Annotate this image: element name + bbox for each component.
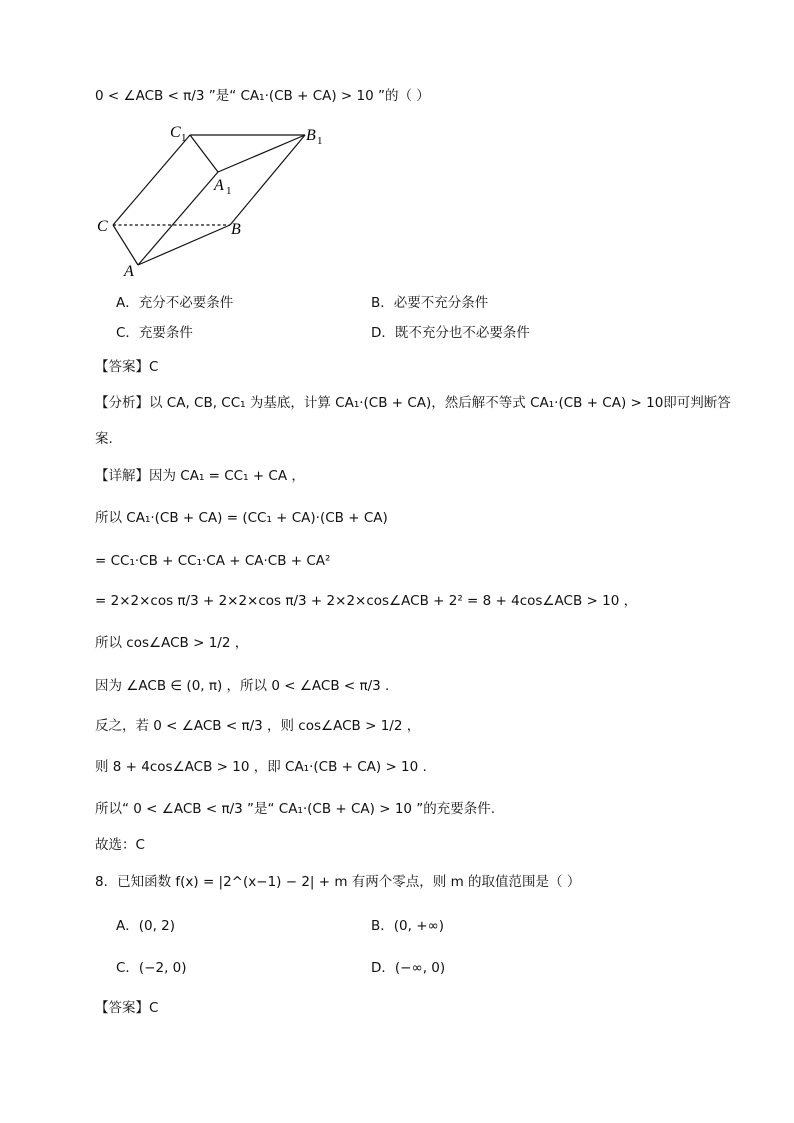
detail-line-7: 反之，若 0 < ∠ACB < π/3 ，则 cos∠ACB > 1/2 ，	[95, 718, 421, 734]
detail-line-10: 故选：C	[95, 837, 145, 853]
detail-line-6: 因为 ∠ACB ∈ (0, π) ，所以 0 < ∠ACB < π/3 .	[95, 678, 390, 694]
q7-analysis-cont: 案.	[95, 431, 113, 447]
q8-option-b[interactable]: B．(0, +∞)	[371, 918, 445, 934]
q7-analysis: 【分析】以 CA, CB, CC₁ 为基底，计算 CA₁·(CB + CA)，然后解不等式 CA₁·(CB + CA) > 10即可判断答	[95, 395, 731, 411]
detail-line-5: 所以 cos∠ACB > 1/2 ，	[95, 635, 249, 651]
label-C1-sub: 1	[181, 132, 187, 144]
q7-option-d[interactable]: D．既不充分也不必要条件	[371, 325, 530, 341]
label-C: C	[97, 218, 108, 235]
label-B1: B	[306, 127, 316, 144]
detail-line-3: = CC₁·CB + CC₁·CA + CA·CB + CA²	[95, 553, 331, 569]
label-A: A	[124, 263, 134, 280]
q8-option-c[interactable]: C．(−2, 0)	[116, 960, 187, 976]
detail-line-4: = 2×2×cos π/3 + 2×2×cos π/3 + 2×2×cos∠ACB + 2² = 8 + 4cos∠ACB > 10 ，	[95, 593, 638, 609]
q7-option-c[interactable]: C．充要条件	[116, 325, 193, 341]
label-C1: C	[170, 124, 181, 141]
q8-stem: 8．已知函数 f(x) = |2^(x−1) − 2| + m 有两个零点，则 m 的取值范围是（ ）	[95, 874, 581, 890]
q7-option-a[interactable]: A．充分不必要条件	[116, 295, 234, 311]
q7-option-b[interactable]: B．必要不充分条件	[371, 295, 489, 311]
q8-option-a[interactable]: A．(0, 2)	[116, 918, 176, 934]
label-A1-sub: 1	[226, 185, 232, 197]
detail-line-1: 【详解】因为 CA₁ = CC₁ + CA ，	[95, 468, 305, 484]
label-B: B	[231, 221, 241, 238]
q7-stem: 0 < ∠ACB < π/3 ”是“ CA₁·(CB + CA) > 10 ”的（ ）	[95, 88, 430, 104]
q8-option-d[interactable]: D．(−∞, 0)	[371, 960, 446, 976]
label-B1-sub: 1	[317, 135, 323, 147]
q7-answer: 【答案】C	[95, 359, 159, 375]
detail-line-2: 所以 CA₁·(CB + CA) = (CC₁ + CA)·(CB + CA)	[95, 510, 388, 526]
label-A1: A	[214, 177, 224, 194]
detail-line-8: 则 8 + 4cos∠ACB > 10 ，即 CA₁·(CB + CA) > 10 .	[95, 759, 427, 775]
q8-answer: 【答案】C	[95, 1000, 159, 1016]
detail-line-9: 所以“ 0 < ∠ACB < π/3 ”是“ CA₁·(CB + CA) > 10 ”的充要条件.	[95, 801, 496, 817]
